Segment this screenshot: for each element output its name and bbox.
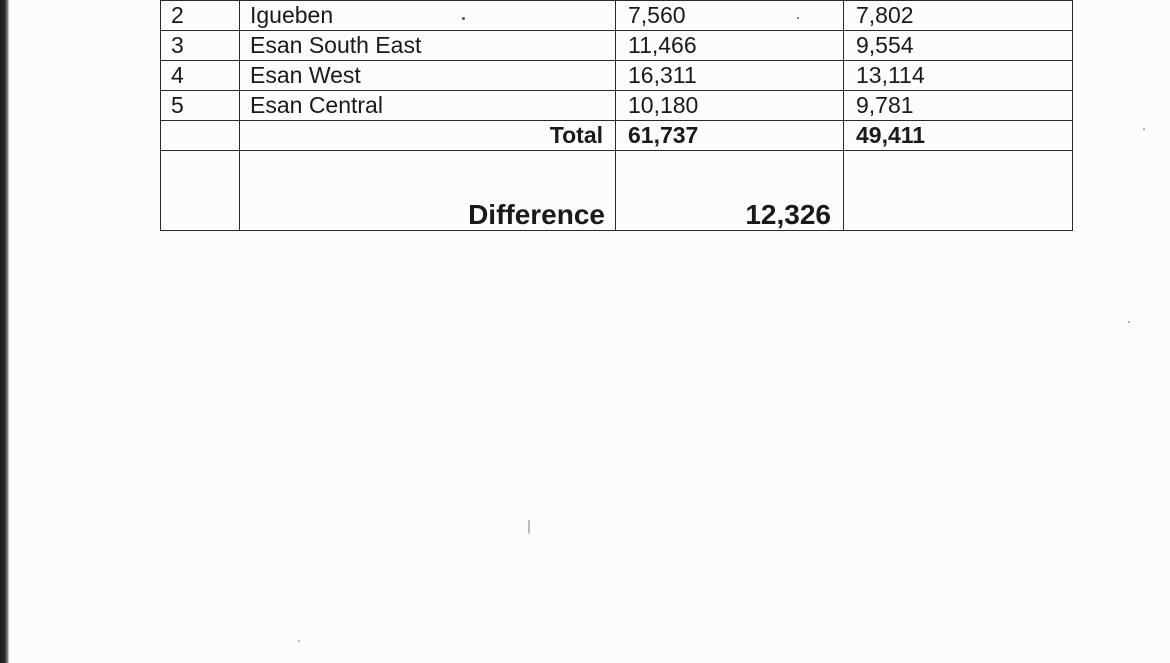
table-row — [161, 1, 1073, 31]
value-col3: 16,311 — [616, 61, 844, 91]
lga-name: Esan West — [240, 61, 616, 91]
scan-speck — [797, 17, 799, 19]
row-number: 2 — [161, 1, 240, 31]
total-label: Total — [240, 121, 616, 151]
value-col4: 9,781 — [844, 91, 1073, 121]
scan-speck — [528, 520, 530, 534]
value-col4: 13,114 — [844, 61, 1073, 91]
scan-speck — [1128, 321, 1130, 323]
table-row — [161, 31, 1073, 61]
lga-results-table — [160, 0, 1073, 231]
total-row — [161, 121, 1073, 151]
value-col3: 7,560 — [616, 1, 844, 31]
value-col3: 10,180 — [616, 91, 844, 121]
empty-cell — [844, 151, 1073, 231]
table-row — [161, 61, 1073, 91]
row-number: 3 — [161, 31, 240, 61]
total-col3: 61,737 — [616, 121, 844, 151]
difference-row — [161, 151, 1073, 231]
table-row — [161, 91, 1073, 121]
empty-cell — [161, 121, 240, 151]
difference-label: Difference — [240, 151, 616, 231]
value-col3: 11,466 — [616, 31, 844, 61]
scan-speck — [1143, 128, 1145, 130]
lga-name: Igueben — [240, 1, 616, 31]
lga-name: Esan South East — [240, 31, 616, 61]
row-number: 4 — [161, 61, 240, 91]
lga-name: Esan Central — [240, 91, 616, 121]
scan-speck — [298, 640, 300, 642]
row-number: 5 — [161, 91, 240, 121]
total-col4: 49,411 — [844, 121, 1073, 151]
difference-value: 12,326 — [616, 151, 844, 231]
value-col4: 7,802 — [844, 1, 1073, 31]
empty-cell — [161, 151, 240, 231]
scan-speck — [462, 17, 465, 20]
value-col4: 9,554 — [844, 31, 1073, 61]
scan-shadow-edge — [0, 0, 9, 663]
